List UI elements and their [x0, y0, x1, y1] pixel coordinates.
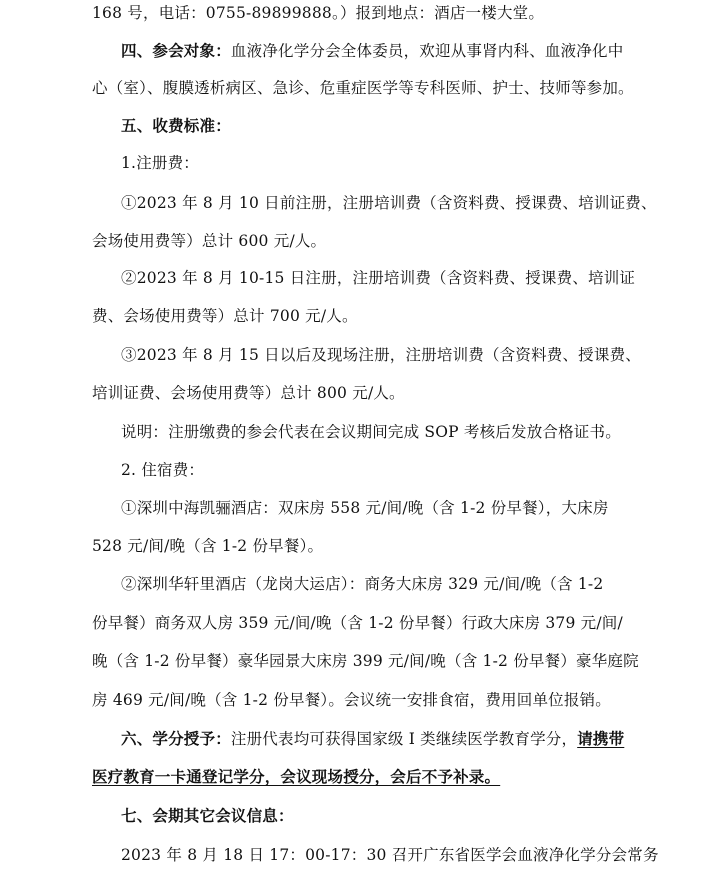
- section-5-heading: 五、收费标准：: [121, 117, 231, 135]
- text-line: 528 元/间/晚（含 1-2 份早餐）。: [92, 537, 324, 555]
- fee-2-title: 2. 住宿费：: [121, 461, 205, 479]
- text-line: 会场使用费等）总计 600 元/人。: [92, 232, 327, 250]
- section-6-emphasis: 请携带: [577, 730, 625, 748]
- section-7-heading: 七、会期其它会议信息：: [121, 807, 294, 825]
- section-4-line: [121, 41, 623, 61]
- text-line: 2023 年 8 月 18 日 17：00-17：30 召开广东省医学会血液净化学分会常务: [121, 846, 659, 864]
- text-line: ②深圳华轩里酒店（龙岗大运店）：商务大床房 329 元/间/晚（含 1-2: [121, 575, 604, 593]
- text-line: 168 号，电话：0755-89899888。）报到地点：酒店一楼大堂。: [92, 4, 545, 22]
- note-line: 说明：注册缴费的参会代表在会议期间完成 SOP 考核后发放合格证书。: [121, 423, 621, 441]
- text-line: ③2023 年 8 月 15 日以后及现场注册，注册培训费（含资料费、授课费、: [121, 346, 641, 364]
- section-6-heading: 六、学分授予：: [121, 730, 231, 748]
- text-line: 份早餐）商务双人房 359 元/间/晚（含 1-2 份早餐）行政大床房 379 元/间/: [92, 614, 623, 632]
- text-line: 培训证费、会场使用费等）总计 800 元/人。: [92, 384, 405, 402]
- section-4-text: 血液净化学分会全体委员，欢迎从事肾内科、血液净化中: [230, 42, 624, 60]
- section-4-heading: 四、参会对象：: [121, 42, 231, 60]
- text-line: 晚（含 1-2 份早餐）豪华园景大床房 399 元/间/晚（含 1-2 份早餐）豪华庭院: [92, 652, 639, 670]
- section-6-text: 注册代表均可获得国家级 I 类继续医学教育学分，: [230, 730, 578, 748]
- text-line: 费、会场使用费等）总计 700 元/人。: [92, 307, 358, 325]
- text-line: 心（室）、腹膜透析病区、急诊、危重症医学等专科医师、护士、技师等参加。: [92, 79, 634, 97]
- text-line: 房 469 元/间/晚（含 1-2 份早餐）。会议统一安排食宿，费用回单位报销。: [92, 691, 611, 709]
- text-line: ②2023 年 8 月 10-15 日注册，注册培训费（含资料费、授课费、培训证: [121, 269, 636, 287]
- section-6-emphasis-line: 医疗教育一卡通登记学分，会议现场授分，会后不予补录。: [92, 768, 501, 786]
- text-line: ①深圳中海凯骊酒店：双床房 558 元/间/晚（含 1-2 份早餐），大床房: [121, 499, 609, 517]
- section-6-line: [121, 729, 624, 749]
- fee-1-title: 1.注册费：: [121, 154, 199, 172]
- text-line: ①2023 年 8 月 10 日前注册，注册培训费（含资料费、授课费、培训证费、: [121, 194, 657, 212]
